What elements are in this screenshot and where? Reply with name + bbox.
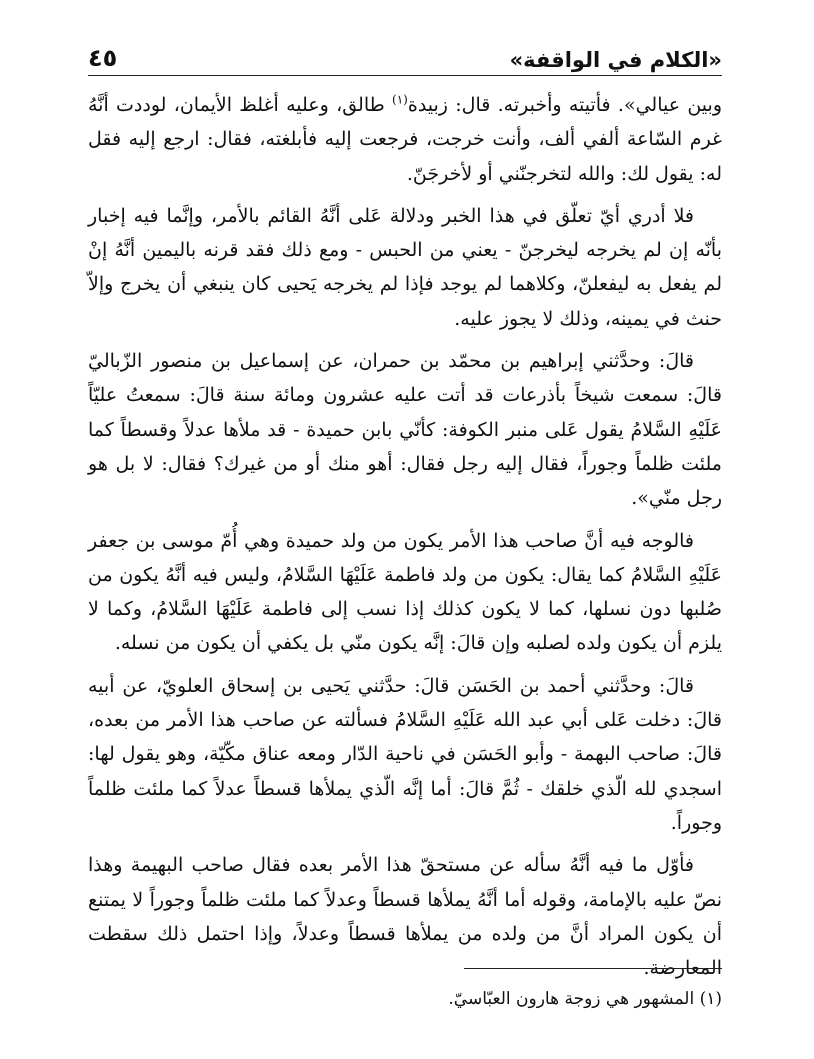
paragraph: فلا أدري أيّ تعلّق في هذا الخبر ودلالة عَلى أنَّهُ القائم بالأمر، وإنَّما فيه إخبار بأنّه إن لم يخرجه ليخرجنّ - يعني من الحبس - ومع ذلك فقد قرنه باليمين أنَّهُ إنْ لم يفعل به ليفعلنّ، وكلاهما لم يوجد فإذا لم يخرجه يَحيى كان ينبغي أن يخرج وإلاّ حنث في يمينه، وذلك لا يجوز عليه. [88,204,722,330]
main-text [88,88,722,993]
footnote-reference: (١) [392,92,408,107]
paragraph: فأوّل ما فيه أنَّهُ سأله عن مستحقّ هذا الأمر بعده فقال صاحب البهيمة وهذا نصّ عليه بالإمامة، وقوله أما أنَّهُ يملأها قسطاً وعدلاً كما ملئت ظلماً وجوراً لا يمتنع أن يكون المراد أنَّ من ولده من يملأها قسطاً وعدلاً، وإذا احتمل ذلك سقطت المعارضة. [88,854,722,980]
footnote [88,986,722,1012]
paragraph: قالَ: وحدَّثني إبراهيم بن محمّد بن حمران، عن إسماعيل بن منصور الزّباليّ قالَ: سمعت شيخاً بأذرعات قد أتت عليه عشرون ومائة سنة قالَ: سمعتُ عليّاً عَلَيْهِ السَّلامُ يقول عَلى منبر الكوفة: كأنّي بابن حميدة - قد ملأها عدلاً وقسطاً كما ملئت ظلماً وجوراً، فقال إليه رجل فقال: أهو منك أو من غيرك؟ فقال: لا بل هو رجل منّي». [88,350,722,510]
footnote-marker: (١) [699,989,722,1009]
paragraph: قالَ: وحدَّثني أحمد بن الحَسَن قالَ: حدَّثني يَحيى بن إسحاق العلويّ، عن أبيه قالَ: دخلت عَلى أبي عبد الله عَلَيْهِ السَّلامُ فسألته عن صاحب هذا الأمر من بعده، قالَ: صاحب البهمة - وأبو الحَسَن في ناحية الدّار ومعه عناق مكّيّة، وهو يقول لها: اسجدي لله الّذي خلقك - ثُمَّ قالَ: أما إنَّه الّذي يملأها قسطاً عدلاً كما ملئت ظلماً وجوراً. [88,674,722,834]
page-number: ٤٥ [88,44,118,72]
paragraph-text: وبين عيالي». فأتيته وأخبرته. قال: زبيدة [407,94,722,116]
running-title: «الكلام في الواقفة» [509,48,722,72]
paragraph [88,88,722,191]
footnote-text: المشهور هي زوجة هارون العبّاسيّ. [448,989,695,1009]
footnote-divider [464,968,722,969]
page-header [88,40,722,76]
paragraph: فالوجه فيه أنَّ صاحب هذا الأمر يكون من ولد حميدة وهي أُمّ موسى بن جعفر عَلَيْهِ السَّلامُ كما يقال: يكون من ولد فاطمة عَلَيْهَا السَّلامُ، وليس فيه أنَّهُ يكون من صُلبها دون نسلها، كما لا يكون كذلك إذا نسب إلى فاطمة عَلَيْهَا السَّلامُ، وكما لا يلزم أن يكون ولده لصلبه وإن قالَ: إنَّه يكون منّي بل يكفي أن يكون من نسله. [88,529,722,655]
paragraph-text: طالق، وعليه أغلظ الأيمان، لوددت أنَّهُ غرم السّاعة ألفي ألف، وأنت خرجت، فرجعت إليه فأبلغته، فقال: ارجع إليه فقل له: يقول لك: والله لتخرجنّني أو لأخرجَنّ. [88,94,722,185]
